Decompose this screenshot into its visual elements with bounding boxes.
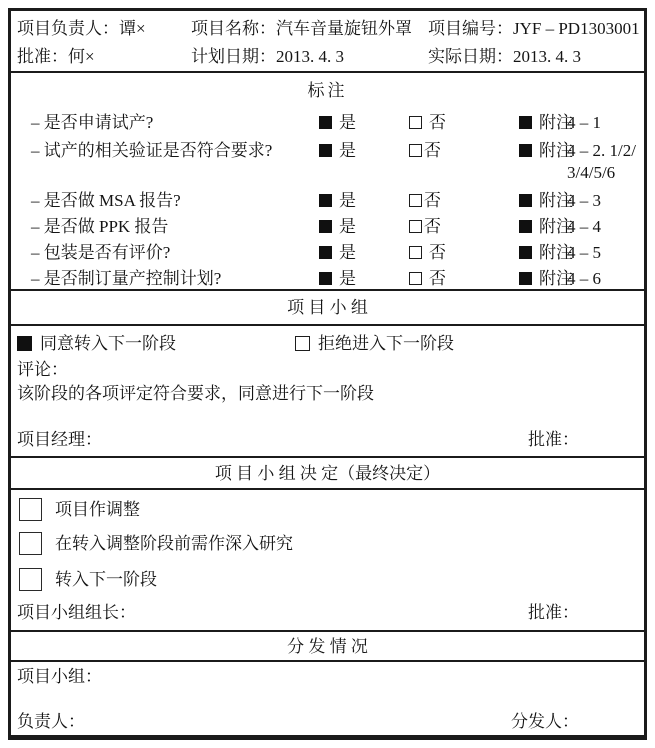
distribution-section-header — [11, 632, 644, 662]
project-number-field — [428, 19, 640, 39]
ref-number: 4 – 4 — [567, 217, 601, 236]
note-label: 附注 — [539, 113, 573, 132]
decision-option — [19, 498, 140, 521]
no-checkbox[interactable] — [409, 272, 422, 285]
checklist-row — [11, 269, 644, 289]
project-manager-label: 项目经理： — [17, 430, 102, 449]
no-option — [409, 113, 446, 133]
note-label: 附注 — [539, 191, 573, 210]
yes-label: 是 — [339, 113, 356, 132]
further-study-checkbox[interactable] — [19, 532, 42, 555]
no-option — [409, 243, 446, 263]
project-name-value: 汽车音量旋钮外罩 — [276, 19, 412, 38]
project-name-field — [191, 19, 412, 39]
decision-option — [19, 568, 157, 591]
no-checkbox[interactable] — [409, 116, 422, 129]
question-label: – 试产的相关验证是否符合要求? — [31, 141, 273, 160]
approver-label: 批准： — [17, 47, 68, 66]
ref-number: 4 – 6 — [567, 269, 601, 288]
yes-checkbox[interactable] — [319, 246, 332, 259]
no-checkbox[interactable] — [409, 194, 422, 207]
no-checkbox[interactable] — [409, 144, 422, 157]
note-option — [519, 269, 573, 289]
agree-label: 同意转入下一阶段 — [40, 334, 176, 353]
no-label: 否 — [424, 191, 441, 210]
note-option — [519, 243, 573, 263]
reject-option — [295, 334, 454, 354]
yes-option — [319, 217, 356, 237]
approver-field — [17, 47, 95, 67]
checklist-row — [11, 217, 644, 237]
decision-section — [11, 490, 644, 632]
distribution-section-title: 分 发 情 况 — [287, 637, 368, 656]
adjust-project-label: 项目作调整 — [55, 499, 140, 519]
annotation-section — [11, 73, 644, 291]
plan-date-value: 2013. 4. 3 — [276, 47, 344, 66]
yes-option — [319, 269, 356, 289]
distribution-team-label: 项目小组： — [17, 667, 102, 686]
yes-checkbox[interactable] — [319, 272, 332, 285]
yes-option — [319, 243, 356, 263]
no-checkbox[interactable] — [409, 220, 422, 233]
yes-option — [319, 141, 356, 161]
note-checkbox[interactable] — [519, 144, 532, 157]
decision-approve-label: 批准： — [528, 603, 579, 622]
reject-checkbox[interactable] — [295, 336, 310, 351]
actual-date-field — [428, 47, 581, 67]
note-checkbox[interactable] — [519, 220, 532, 233]
team-section — [11, 326, 644, 458]
comment-text: 该阶段的各项评定符合要求，同意进行下一阶段 — [17, 384, 374, 403]
yes-label: 是 — [339, 217, 356, 236]
ref-number-continued: 3/4/5/6 — [567, 163, 616, 182]
note-label: 附注 — [539, 243, 573, 262]
note-checkbox[interactable] — [519, 116, 532, 129]
next-stage-label: 转入下一阶段 — [55, 569, 157, 589]
review-form — [8, 8, 647, 740]
project-owner-field — [17, 19, 146, 39]
team-section-title: 项 目 小 组 — [287, 298, 368, 317]
no-label: 否 — [429, 243, 446, 262]
no-option — [409, 191, 441, 211]
annotation-title: 标注 — [307, 81, 348, 100]
question-label: – 是否申请试产? — [31, 113, 154, 132]
note-label: 附注 — [539, 217, 573, 236]
no-checkbox[interactable] — [409, 246, 422, 259]
no-label: 否 — [424, 217, 441, 236]
agree-option — [17, 334, 176, 354]
yes-label: 是 — [339, 191, 356, 210]
note-label: 附注 — [539, 141, 573, 160]
yes-checkbox[interactable] — [319, 194, 332, 207]
further-study-label: 在转入调整阶段前需作深入研究 — [55, 533, 293, 553]
project-number-value: JYF – PD1303001 — [513, 19, 640, 38]
comment-label: 评论： — [17, 360, 68, 379]
no-label: 否 — [424, 141, 441, 160]
question-label: – 是否做 PPK 报告 — [31, 217, 169, 236]
no-label: 否 — [429, 269, 446, 288]
question-label: – 是否制订量产控制计划? — [31, 269, 222, 288]
checklist-row — [11, 191, 644, 211]
ref-number: 4 – 2. 1/2/ — [567, 141, 636, 160]
project-name-label: 项目名称： — [191, 19, 276, 38]
checklist-row — [11, 113, 644, 133]
actual-date-label: 实际日期： — [428, 47, 513, 66]
question-label: – 包装是否有评价? — [31, 243, 171, 262]
note-option — [519, 113, 573, 133]
ref-number: 4 – 3 — [567, 191, 601, 210]
question-label: – 是否做 MSA 报告? — [31, 191, 181, 210]
no-option — [409, 217, 441, 237]
team-approve-label: 批准： — [528, 430, 579, 449]
adjust-project-checkbox[interactable] — [19, 498, 42, 521]
yes-option — [319, 113, 356, 133]
approver-value: 何× — [68, 47, 95, 66]
note-option — [519, 141, 573, 161]
project-number-label: 项目编号： — [428, 19, 513, 38]
plan-date-label: 计划日期： — [191, 47, 276, 66]
no-label: 否 — [429, 113, 446, 132]
note-checkbox[interactable] — [519, 194, 532, 207]
owner-label: 负责人： — [17, 712, 85, 731]
team-section-header — [11, 291, 644, 326]
no-option — [409, 269, 446, 289]
note-label: 附注 — [539, 269, 573, 288]
distributor-label: 分发人： — [511, 712, 579, 731]
yes-checkbox[interactable] — [319, 116, 332, 129]
distribution-section — [11, 662, 644, 734]
plan-date-field — [191, 47, 344, 67]
form-header — [11, 11, 644, 73]
checklist-row — [11, 243, 644, 263]
yes-checkbox[interactable] — [319, 144, 332, 157]
reject-label: 拒绝进入下一阶段 — [318, 334, 454, 353]
project-owner-label: 项目负责人： — [17, 19, 119, 38]
yes-label: 是 — [339, 141, 356, 160]
yes-checkbox[interactable] — [319, 220, 332, 233]
decision-option — [19, 532, 293, 555]
ref-number: 4 – 5 — [567, 243, 601, 262]
yes-label: 是 — [339, 269, 356, 288]
next-stage-checkbox[interactable] — [19, 568, 42, 591]
note-option — [519, 217, 573, 237]
decision-section-header — [11, 458, 644, 490]
decision-section-title: 项 目 小 组 决 定（最终决定） — [214, 464, 441, 483]
checklist-row — [11, 141, 644, 161]
note-checkbox[interactable] — [519, 246, 532, 259]
note-option — [519, 191, 573, 211]
note-checkbox[interactable] — [519, 272, 532, 285]
checklist-row-continuation — [11, 163, 644, 183]
no-option — [409, 141, 441, 161]
yes-option — [319, 191, 356, 211]
yes-label: 是 — [339, 243, 356, 262]
project-owner-value: 谭× — [119, 19, 146, 38]
agree-checkbox[interactable] — [17, 336, 32, 351]
team-leader-label: 项目小组组长： — [17, 603, 136, 622]
actual-date-value: 2013. 4. 3 — [513, 47, 581, 66]
ref-number: 4 – 1 — [567, 113, 601, 132]
